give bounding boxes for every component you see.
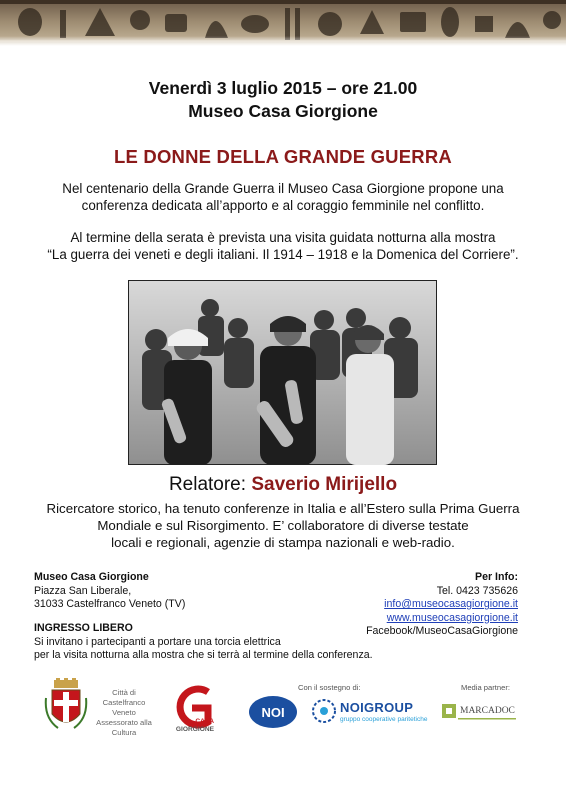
media-partner-label: Media partner:: [461, 683, 510, 692]
visit-line: “La guerra dei veneti e degli italiani. Il 1914 – 1918 e la Domenica del Corriere”.: [47, 247, 519, 262]
bio-line: Mondiale e sul Risorgimento. E’ collaboratore di diverse testate: [97, 518, 469, 533]
speaker-name: Saverio Mirijello: [251, 474, 398, 495]
entry-line: Si invitano i partecipanti a portare una torcia elettrica: [34, 635, 281, 648]
entry-heading: INGRESSO LIBERO: [34, 622, 133, 634]
casa-logo-text: [168, 718, 214, 733]
speaker-label: Relatore:: [168, 474, 247, 495]
casa-logo-line: CASA: [195, 718, 214, 725]
contact-phone: Tel. 0423 735626: [436, 584, 518, 597]
website-link[interactable]: www.museocasagiorgione.it: [386, 611, 518, 624]
contact-heading: Per Info:: [475, 571, 518, 583]
noigroup-name: NOIGROUP: [340, 700, 414, 715]
marcadoc-name: MARCADOC: [460, 706, 515, 716]
noi-logo: [248, 694, 298, 730]
historic-photo-women-munitions: [128, 280, 437, 465]
event-title: LE DONNE DELLA GRANDE GUERRA: [114, 146, 452, 167]
bio-line: Ricercatore storico, ha tenuto conferenze in Italia e all’Estero sulla Prima Guerra: [46, 501, 520, 516]
speaker-bio: [30, 500, 536, 551]
city-line: Città di: [112, 688, 136, 697]
event-venue: Museo Casa Giorgione: [188, 101, 378, 121]
address-street: Piazza San Liberale,: [34, 584, 132, 597]
city-line: Cultura: [111, 728, 137, 737]
city-line: Castelfranco: [102, 698, 146, 707]
entry-info: [34, 622, 434, 663]
event-date-time: Venerdì 3 luglio 2015 – ore 21.00: [148, 78, 418, 98]
support-label: Con il sostegno di:: [298, 683, 361, 692]
email-link[interactable]: info@museocasagiorgione.it: [384, 598, 518, 610]
entry-line: per la visita notturna alla mostra che si terrà al termine della conferenza.: [34, 649, 373, 661]
museum-address: [34, 571, 334, 612]
address-city: 31033 Castelfranco Veneto (TV): [34, 598, 186, 610]
casa-giorgione-logo: [168, 684, 214, 740]
noigroup-logo: [310, 694, 430, 728]
intro-line: Nel centenario della Grande Guerra il Museo Casa Giorgione propone una: [62, 181, 504, 196]
speaker-heading: [0, 474, 566, 496]
casa-logo-line: GIORGIONE: [175, 725, 214, 733]
intro-paragraph: [20, 180, 546, 214]
intro-line: conferenza dedicata all’apporto e al coraggio femminile nel conflitto.: [81, 198, 485, 213]
address-name: Museo Casa Giorgione: [34, 571, 149, 583]
city-coat-of-arms-logo: [44, 678, 88, 734]
visit-paragraph: [20, 229, 546, 263]
city-line: Veneto: [112, 708, 136, 717]
city-department-label: [96, 688, 152, 738]
noigroup-tagline: gruppo cooperative paritetiche: [340, 716, 428, 723]
city-line: Assessorato alla: [96, 718, 152, 727]
facebook-page: Facebook/MuseoCasaGiorgione: [366, 625, 518, 637]
bio-line: locali e regionali, agenzie di stampa nazionali e web-radio.: [111, 535, 455, 550]
fresco-frieze-banner: [0, 0, 566, 46]
visit-line: Al termine della serata è prevista una visita guidata notturna alla mostra: [70, 230, 496, 245]
marcadoc-logo: [440, 700, 520, 724]
noi-logo-text: NOI: [261, 705, 285, 720]
